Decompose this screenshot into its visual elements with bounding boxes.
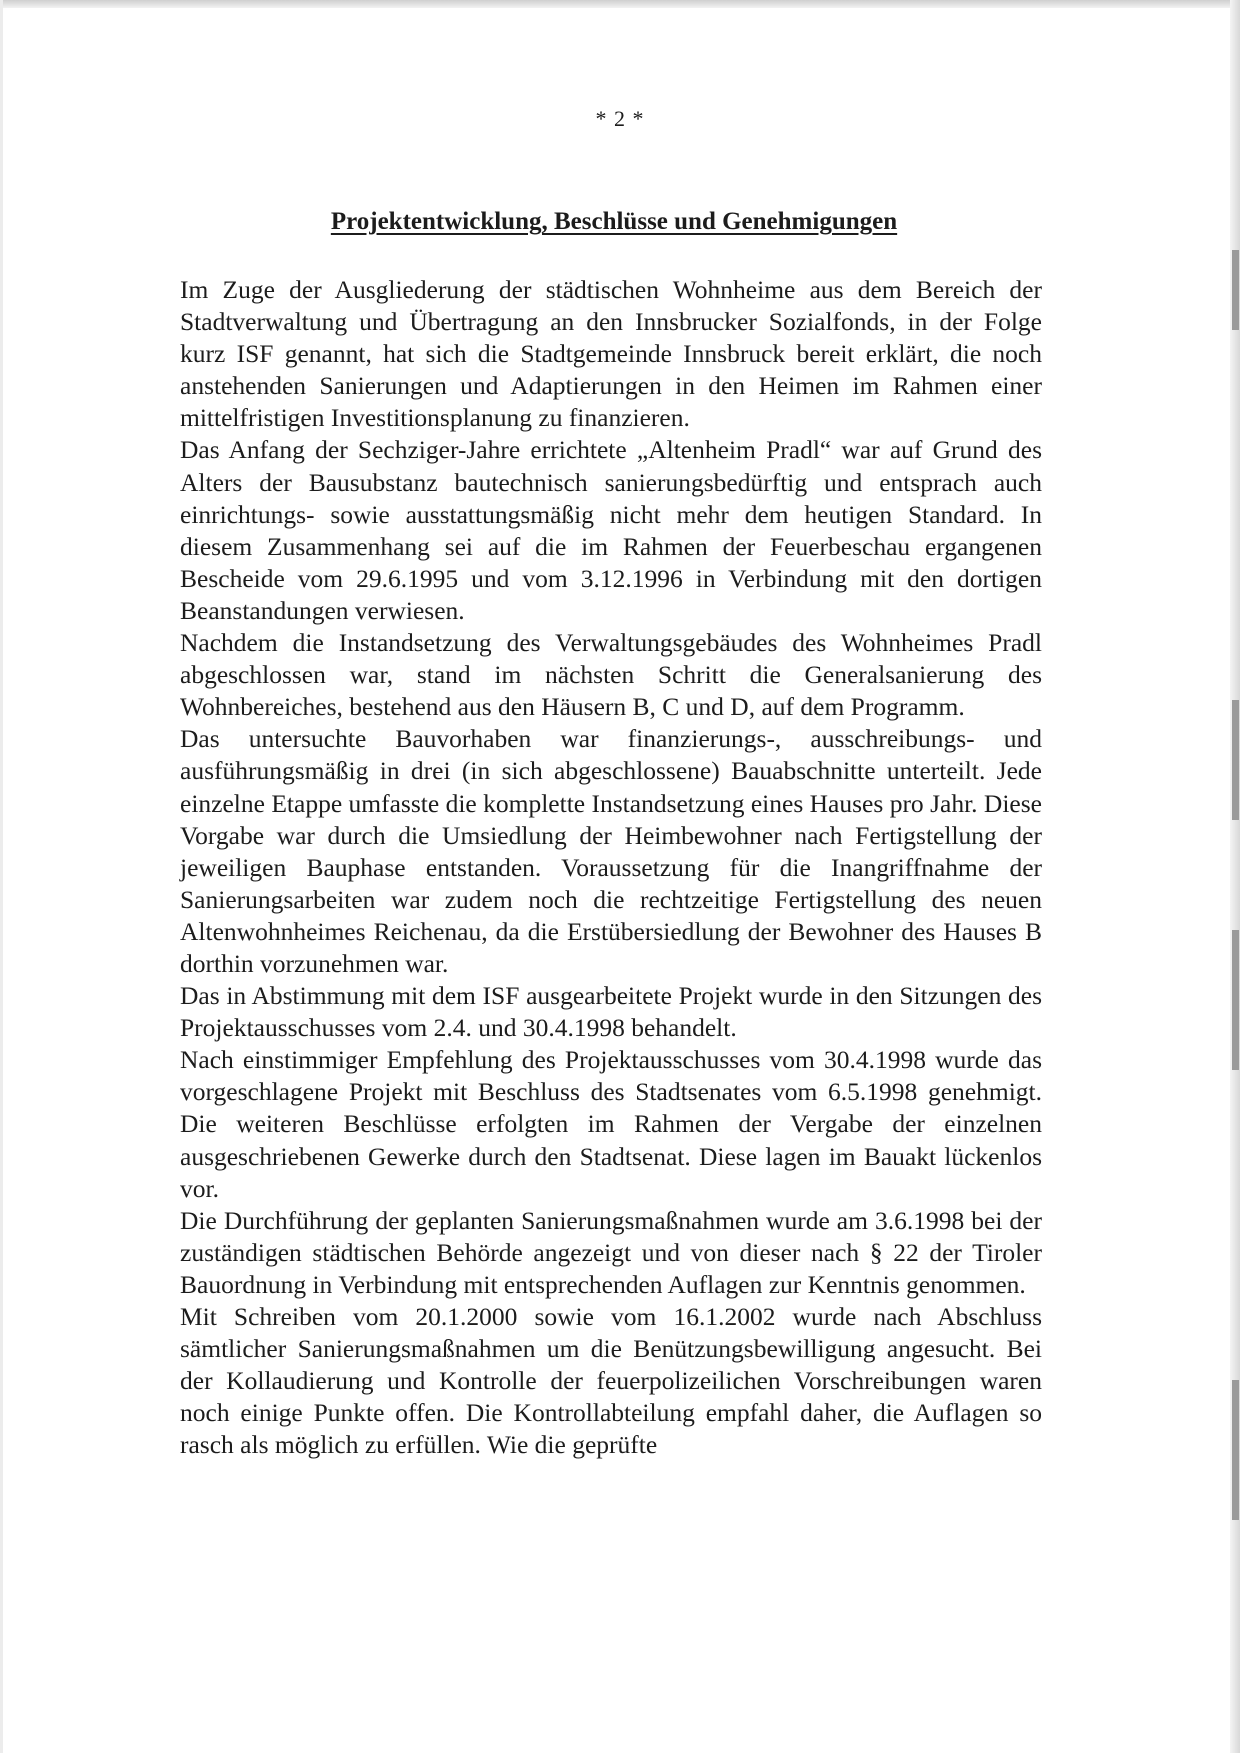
paragraph: Die Durchführung der geplanten Sanierungsmaßnahmen wurde am 3.6.1998 bei der zuständigen städtischen Behörde angezeigt und von dieser nach § 22 der Tiroler Bauordnung in Verbindung mit entsprechenden Auflagen zur Kenntnis genommen. [180,1205,1042,1299]
body-text [180,274,1042,1461]
section-title: Projektentwicklung, Beschlüsse und Genehmigungen [330,208,898,235]
paragraph: Mit Schreiben vom 20.1.2000 sowie vom 16.1.2002 wurde nach Abschluss sämtlicher Sanierungsmaßnahmen um die Benützungsbewilligung angesucht. Bei der Kollaudierung und Kontrolle der feuerpolizeilichen Vorschreibungen waren noch einige Punkte offen. Die Kontrollabteilung empfahl daher, die Auflagen so rasch als möglich zu erfüllen. Wie die geprüfte [180,1302,1042,1460]
scan-mark [1232,700,1239,820]
scan-mark [1232,250,1239,330]
paragraph: Nachdem die Instandsetzung des Verwaltungsgebäudes des Wohnheimes Pradl abgeschlossen war, stand im nächsten Schritt die Generalsanierung des Wohnbereiches, bestehend aus den Häusern B, C und D, auf dem Programm. [180,628,1042,722]
paragraph: Nach einstimmiger Empfehlung des Projektausschusses vom 30.4.1998 wurde das vorgeschlagene Projekt mit Beschluss des Stadtsenates vom 6.5.1998 genehmigt. Die weiteren Beschlüsse erfolgten im Rahmen der Vergabe der einzelnen ausgeschriebenen Gewerke durch den Stadtsenat. Diese lagen im Bauakt lückenlos vor. [180,1045,1042,1203]
scan-mark [1232,1380,1239,1520]
paragraph: Das in Abstimmung mit dem ISF ausgearbeitete Projekt wurde in den Sitzungen des Projektausschusses vom 2.4. und 30.4.1998 behandelt. [180,981,1042,1043]
scan-edge-right [1230,0,1240,1753]
page-number: * 2 * [595,106,645,131]
paragraph: Im Zuge der Ausgliederung der städtischen Wohnheime aus dem Bereich der Stadtverwaltung und Übertragung an den Innsbrucker Sozialfonds, in der Folge kurz ISF genannt, hat sich die Stadtgemeinde Innsbruck bereit erklärt, die noch anstehenden Sanierungen und Adaptierungen in den Heimen im Rahmen einer mittelfristigen Investitionsplanung zu finanzieren. [180,275,1042,433]
scan-mark [1232,930,1239,1070]
paragraph: Das Anfang der Sechziger-Jahre errichtete „Altenheim Pradl“ war auf Grund des Alters der Bausubstanz bautechnisch sanierungsbedürftig und entsprach auch einrichtungs- sowie ausstattungsmäßig nicht mehr dem heutigen Standard. In diesem Zusammenhang sei auf die im Rahmen der Feuerbeschau ergangenen Bescheide vom 29.6.1995 und vom 3.12.1996 in Verbindung mit den dortigen Beanstandungen verwiesen. [180,435,1042,625]
scan-edge-left [0,0,3,1753]
paragraph: Das untersuchte Bauvorhaben war finanzierungs-, ausschreibungs- und ausführungsmäßig in drei (in sich abgeschlossene) Bauabschnitte unterteilt. Jede einzelne Etappe umfasste die komplette Instandsetzung eines Hauses pro Jahr. Diese Vorgabe war durch die Umsiedlung der Heimbewohner nach Fertigstellung der jeweiligen Bauphase entstanden. Voraussetzung für die Inangriffnahme der Sanierungsarbeiten war zudem noch die rechtzeitige Fertigstellung des neuen Altenwohnheimes Reichenau, da die Erstübersiedlung der Bewohner des Hauses B dorthin vorzunehmen war. [180,724,1042,978]
scan-edge-top [0,0,1240,8]
